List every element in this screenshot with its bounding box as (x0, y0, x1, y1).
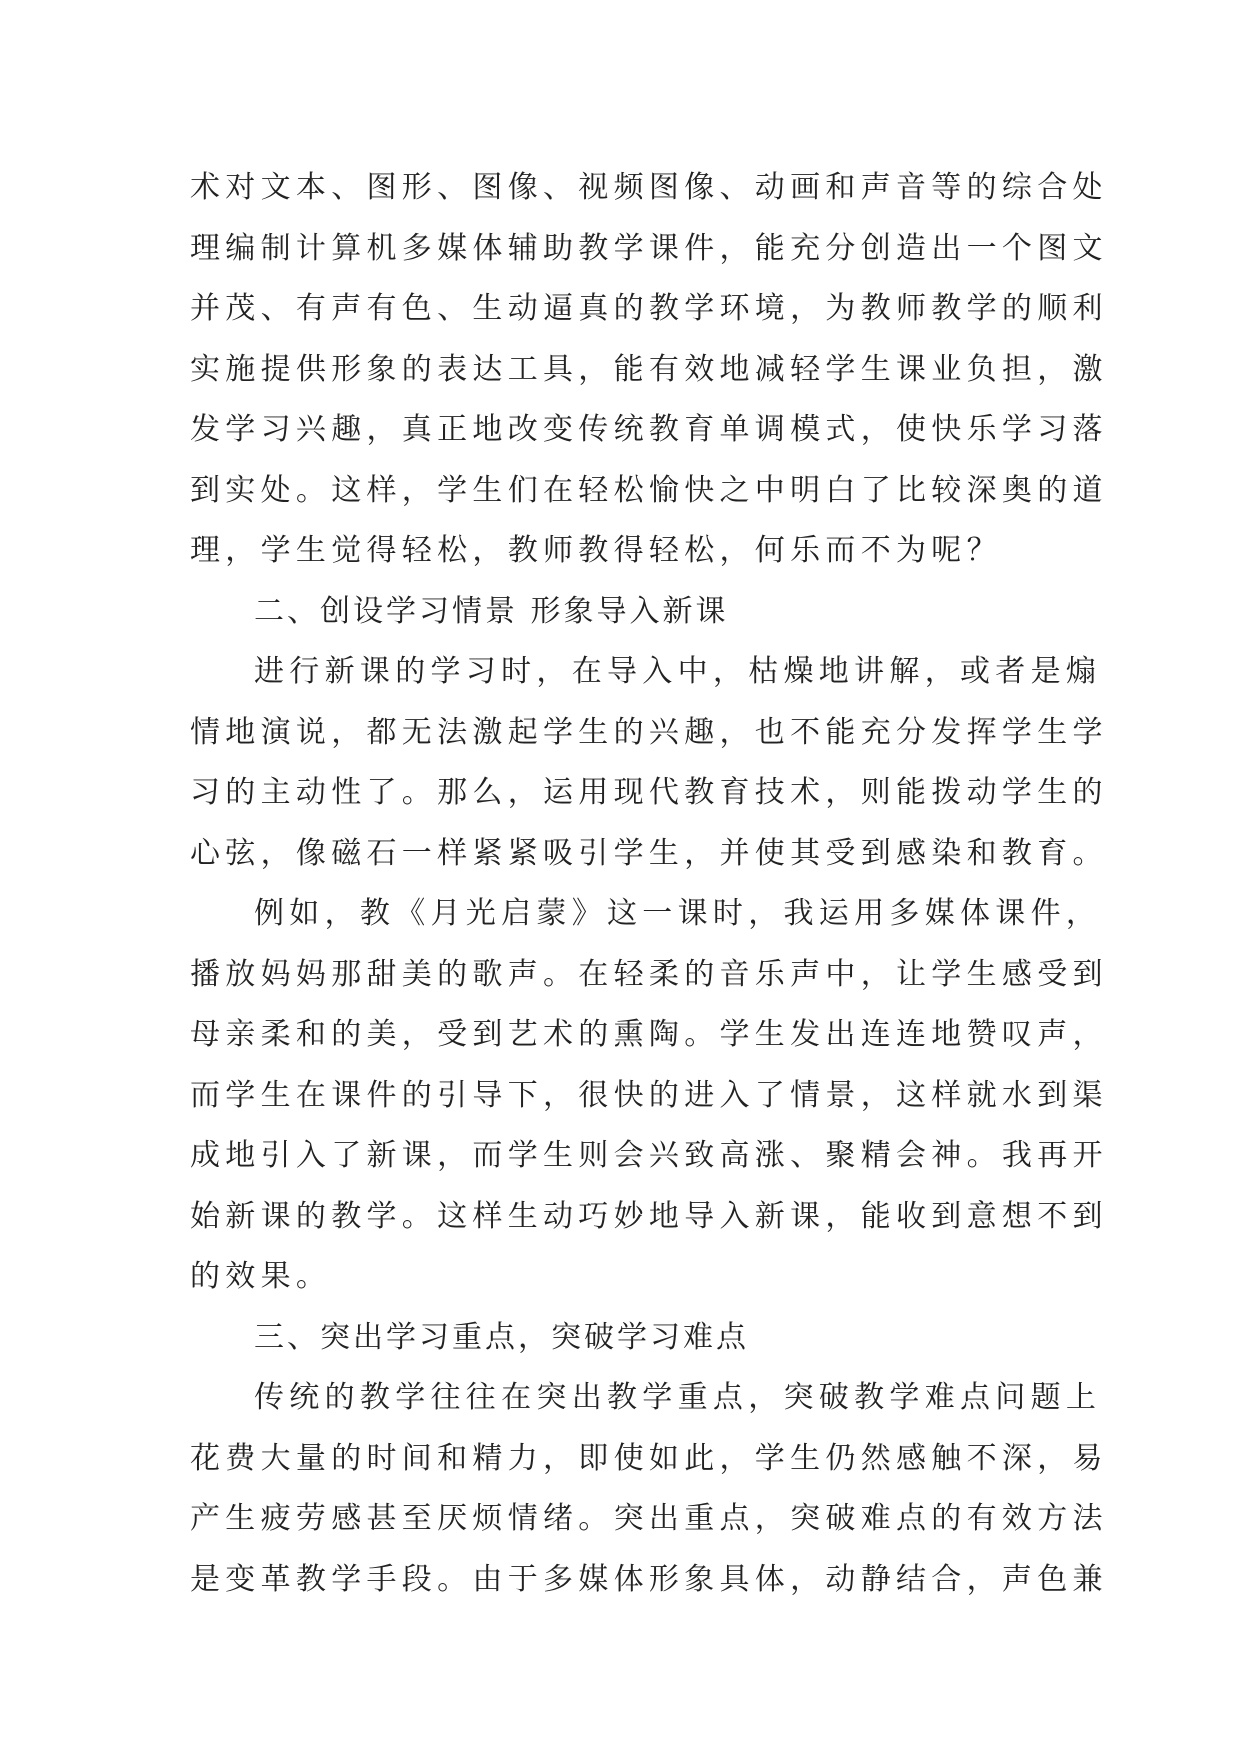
text-line: 母亲柔和的美，受到艺术的熏陶。学生发出连连地赞叹声， (190, 1017, 1108, 1052)
section-heading: 二、创设学习情景 形象导入新课 (254, 593, 729, 629)
text-line: 产生疲劳感甚至厌烦情绪。突出重点，突破难点的有效方法 (190, 1501, 1108, 1536)
section-heading: 三、突出学习重点，突破学习难点 (254, 1319, 749, 1355)
text-line: 始新课的教学。这样生动巧妙地导入新课，能收到意想不到 (190, 1198, 1108, 1234)
paragraph-first-line: 传统的教学往往在突出教学重点，突破教学难点问题上 (254, 1380, 1102, 1415)
body-text (190, 158, 1108, 1610)
text-line: 成地引入了新课，而学生则会兴致高涨、聚精会神。我再开 (190, 1138, 1108, 1173)
text-line: 是变革教学手段。由于多媒体形象具体，动静结合，声色兼 (190, 1561, 1108, 1597)
text-line: 理编制计算机多媒体辅助教学课件，能充分创造出一个图文 (190, 230, 1108, 266)
text-line: 实施提供形象的表达工具，能有效地减轻学生课业负担，激 (190, 351, 1108, 387)
text-line: 理，学生觉得轻松，教师教得轻松，何乐而不为呢？ (190, 533, 1002, 568)
text-line: 术对文本、图形、图像、视频图像、动画和声音等的综合处 (190, 170, 1108, 205)
text-line: 心弦，像磁石一样紧紧吸引学生，并使其受到感染和教育。 (190, 835, 1108, 871)
paragraph-first-line: 例如，教《月光启蒙》这一课时，我运用多媒体课件， (254, 896, 1102, 931)
text-line: 习的主动性了。那么，运用现代教育技术，则能拨动学生的 (190, 775, 1108, 810)
text-line: 的效果。 (190, 1259, 332, 1294)
text-line: 花费大量的时间和精力，即使如此，学生仍然感触不深，易 (190, 1440, 1108, 1476)
text-line: 发学习兴趣，真正地改变传统教育单调模式，使快乐学习落 (190, 412, 1108, 447)
paragraph-first-line: 进行新课的学习时，在导入中，枯燥地讲解，或者是煽 (254, 654, 1102, 689)
text-line: 并茂、有声有色、生动逼真的教学环境，为教师教学的顺利 (190, 291, 1108, 326)
text-line: 情地演说，都无法激起学生的兴趣，也不能充分发挥学生学 (190, 714, 1108, 750)
text-line: 播放妈妈那甜美的歌声。在轻柔的音乐声中，让学生感受到 (190, 956, 1108, 992)
text-line: 到实处。这样，学生们在轻松愉快之中明白了比较深奥的道 (190, 472, 1108, 508)
text-line: 而学生在课件的引导下，很快的进入了情景，这样就水到渠 (190, 1077, 1108, 1113)
